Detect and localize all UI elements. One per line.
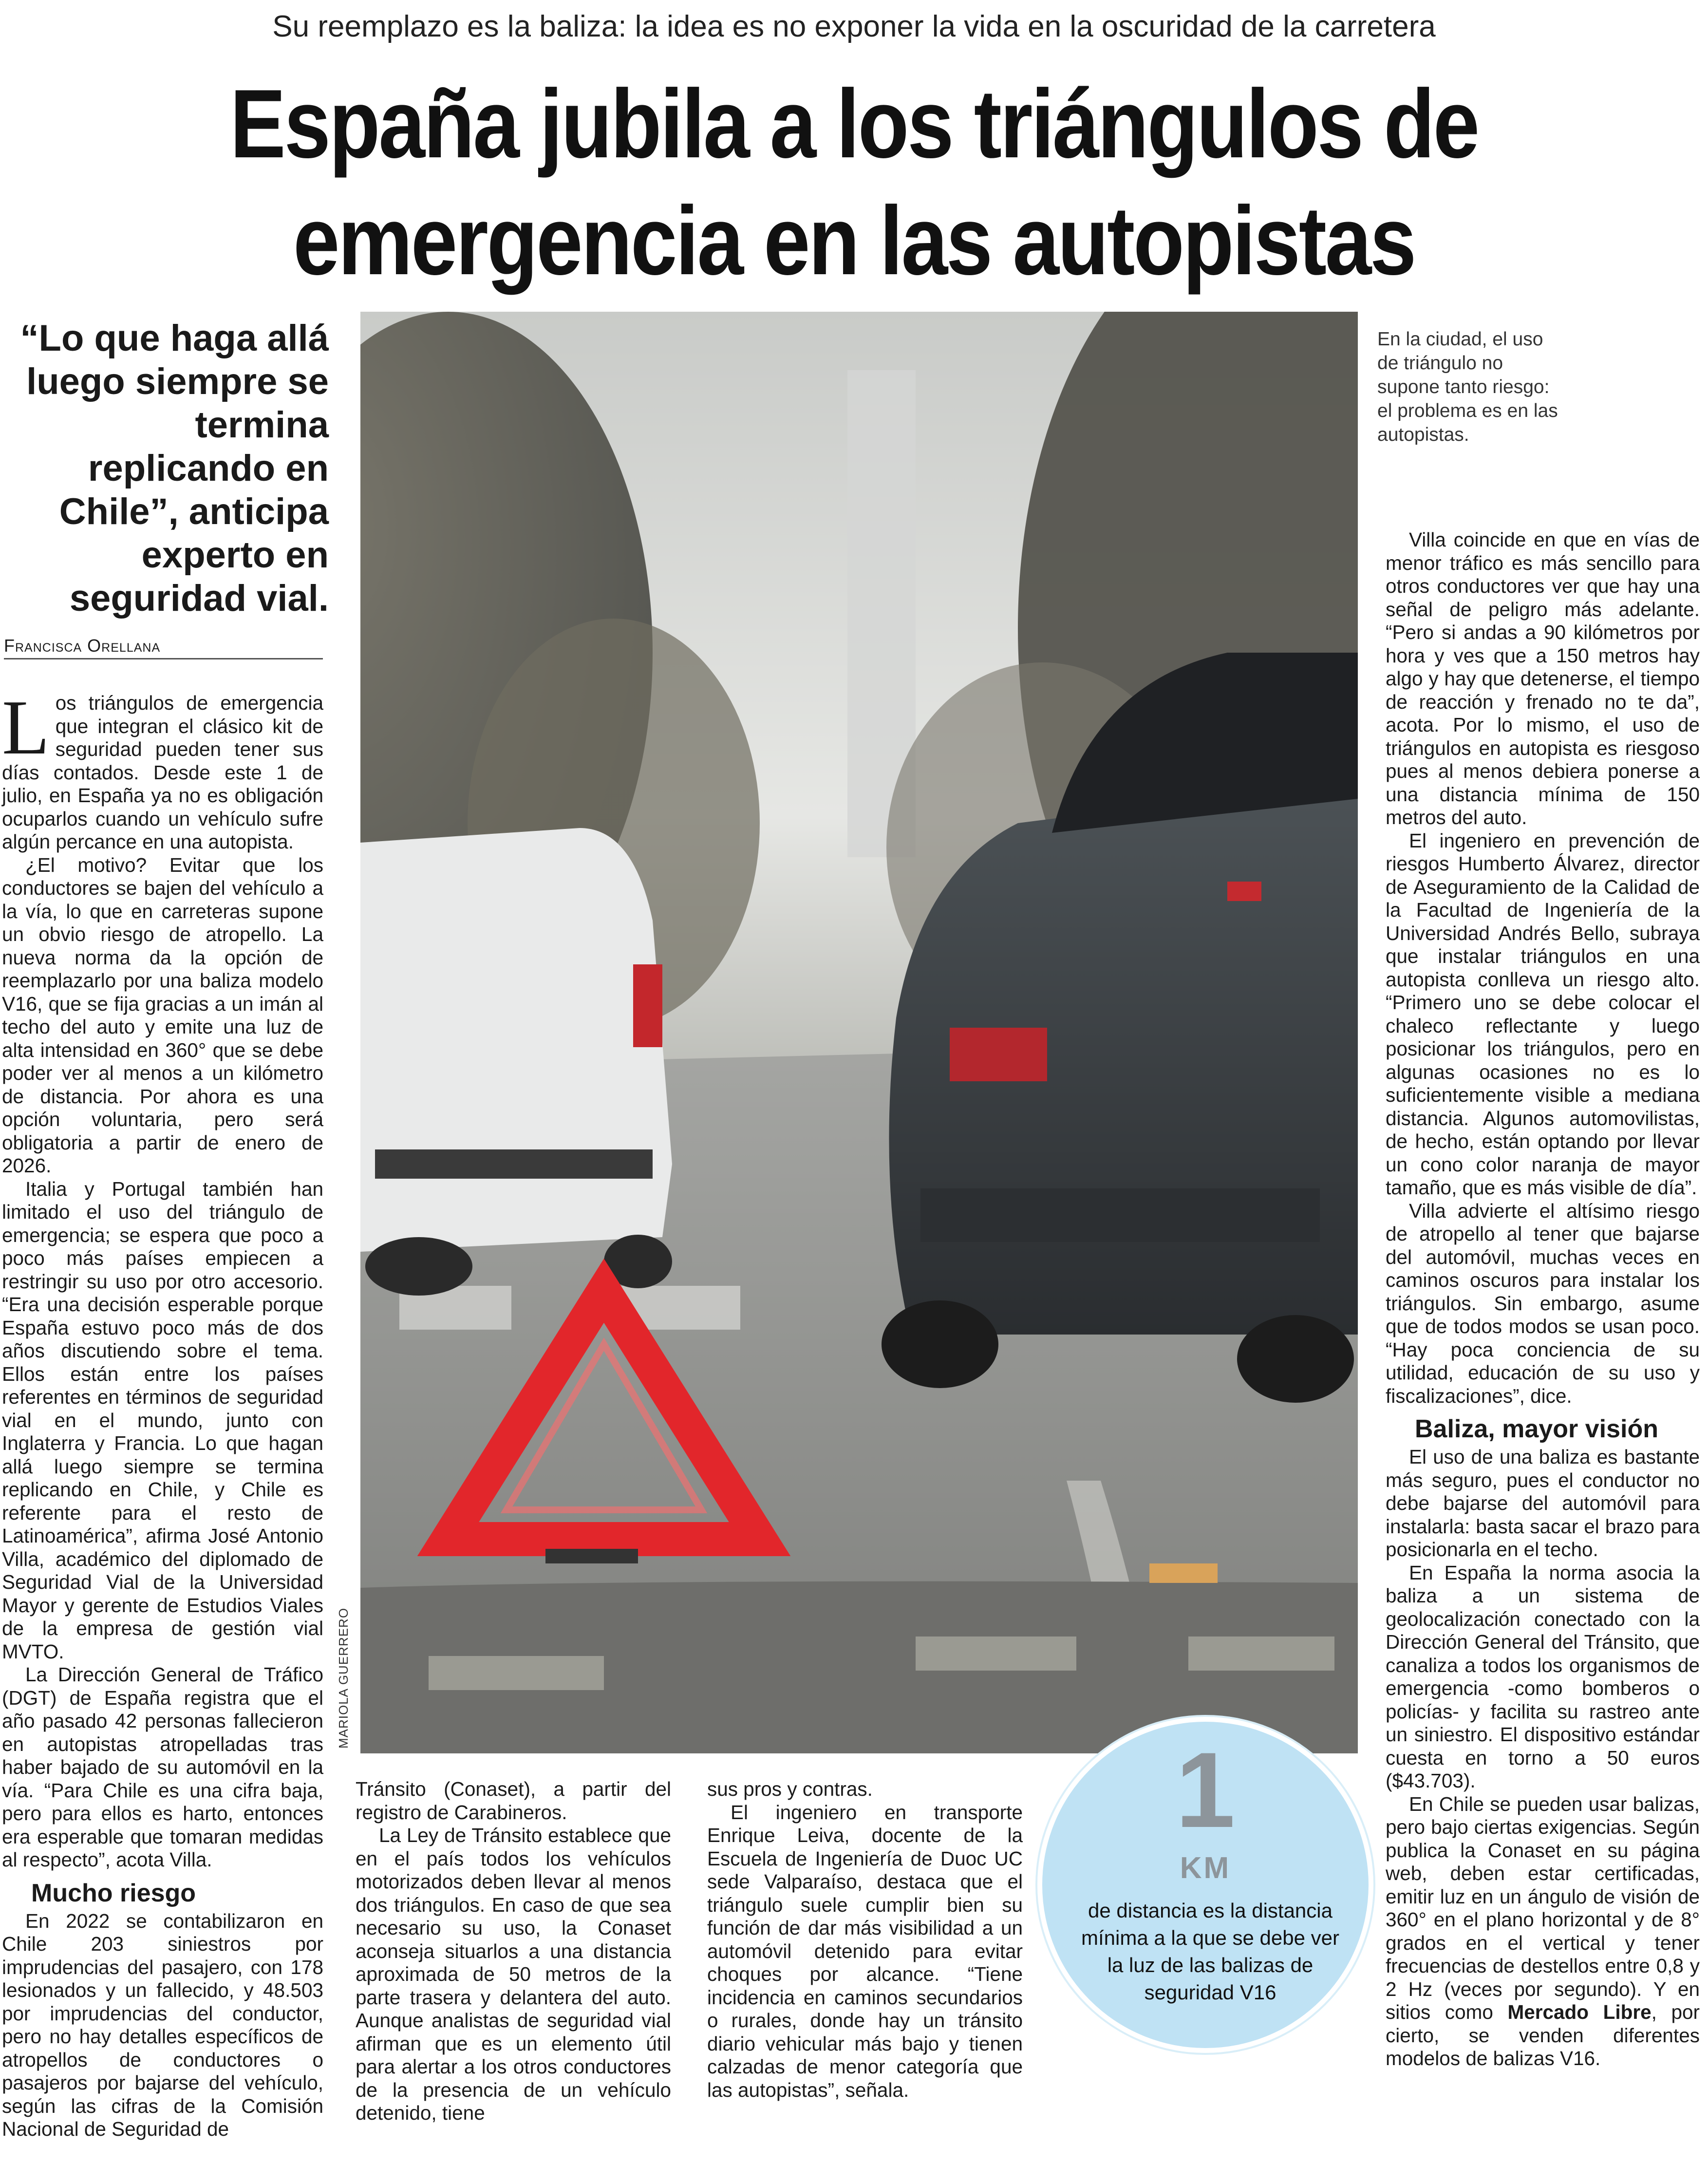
paragraph: En 2022 se contabilizaron en Chile 203 siniestros por imprudencias del pasajero, con 178 lesionados y un fallecido, y 48.503 por imprudencias del conductor, pero no hay detalles específicos de atropellos de conductores o pasajeros por bajarse del vehículo, según las cifras de la Comisión Nacional de Seguridad de: [2, 1909, 323, 2140]
article-headline: [119, 66, 1588, 300]
fact-text: de distancia es la distancia mínima a la que se debe ver la luz de las balizas de seguridad V16: [1081, 1899, 1339, 2004]
photo-caption: En la ciudad, el uso de triángulo no supone tanto riesgo: el problema es en las autopistas.: [1377, 329, 1558, 445]
paragraph: El uso de una baliza es bastante más seguro, pues el conductor no debe bajarse del automóvil para instalarla: basta sacar el brazo para posicionarla en el techo.: [1386, 1446, 1700, 1561]
article-photo: [360, 312, 1358, 1753]
fact-number: 1: [1175, 1730, 1236, 1850]
paragraph: Tránsito (Conaset), a partir del registro de Carabineros.: [356, 1778, 671, 1824]
article-column-2: [356, 1778, 671, 2125]
paragraph: Villa coincide en que en vías de menor tráfico es más sencillo para otros conductores ver que hay una señal de peligro más adelante. “Pero si andas a 90 kilómetros por hora y ves que a 150 metros hay algo y hay que detenerse, el tiempo de reacción y frenado no te da”, acota. Por lo mismo, el uso de triángulos en autopista es riesgoso pues al menos debiera ponerse a una distancia mínima de 150 metros del auto.: [1386, 528, 1700, 828]
paragraph: El ingeniero en prevención de riesgos Humberto Álvarez, director de Aseguramiento de la Calidad de la Facultad de Ingeniería de la Universidad Andrés Bello, subraya que instalar triángulos en una autopista conlleva un riesgo alto. “Primero uno se debe colocar el chaleco reflectante y luego posicionar los triángulos, pero en algunas ocasiones no es lo suficientemente visible a mediana distancia. Algunos automovilistas, de hecho, están optando por llevar un cono color naranja de mayor tamaño, que es más visible de día”.: [1386, 829, 1700, 1199]
road-scene-image: [360, 312, 1358, 1753]
bold-mercado-libre: Mercado Libre: [1507, 2001, 1652, 2023]
paragraph: Villa advierte el altísimo riesgo de atropello al tener que bajarse del automóvil, muchas veces en caminos oscuros para instalar los triángulos. Sin embargo, asume que de todos modos se usan poco. “Hay poca conciencia de su utilidad, educación de su uso y fiscalizaciones”, dice.: [1386, 1199, 1700, 1407]
headline-line-1: España jubila a los triángulos de: [230, 70, 1478, 178]
article-column-1: [2, 684, 323, 2141]
fact-box-circle: [1037, 1717, 1373, 2053]
pull-quote: “Lo que haga allá luego siempre se termina replicando en Chile”, anticipa experto en seguridad vial.: [20, 318, 329, 619]
paragraph: Los triángulos de emergencia que integran el clásico kit de seguridad pueden tener sus días contados. Desde este 1 de julio, en España ya no es obligación ocuparlos cuando un vehículo sufre algún percance en una autopista.: [2, 684, 323, 853]
paragraph: sus pros y contras.: [707, 1778, 873, 1800]
photo-credit: MARIOLA GUERRERO: [336, 1607, 351, 1749]
article-column-4: [1386, 528, 1700, 2070]
article-kicker: Su reemplazo es la baliza: la idea es no exponer la vida en la oscuridad de la carretera: [272, 10, 1436, 43]
byline: Francisca Orellana: [4, 636, 323, 659]
drop-cap: L: [2, 684, 50, 771]
fact-unit: KM: [1180, 1851, 1231, 1885]
paragraph: ¿El motivo? Evitar que los conductores se bajen del vehículo a la vía, lo que en carreteras supone un obvio riesgo de atropello. La nueva norma da la opción de reemplazarlo por una baliza modelo V16, que se fija gracias a un imán al techo del auto y emite una luz de alta intensidad en 360° que se debe poder ver al menos a un kilómetro de distancia. Por ahora es una opción voluntaria, pero será obligatoria a partir de enero de 2026.: [2, 853, 323, 1177]
subheading-mucho-riesgo: Mucho riesgo: [31, 1879, 196, 1907]
paragraph: En Chile se pueden usar balizas, pero bajo ciertas exigencias. Según publica la Conaset en su página web, deben estar certificadas, emitir luz en un ángulo de visión de 360° en el plano horizontal y de 8° grados en el vertical y tener frecuencias de destellos entre 0,8 y 2 Hz (veces por segundo). Y en sitios como Mercado Libre, por cierto, se venden diferentes modelos de balizas V16.: [1386, 1792, 1700, 2069]
paragraph: En España la norma asocia la baliza a un sistema de geolocalización conectado con la Dirección General del Tránsito, que canaliza a todos los organismos de emergencia -como bomberos o policías- y facilita su rastreo ante un siniestro. El dispositivo estándar cuesta en torno a 50 euros ($43.703).: [1386, 1561, 1700, 1792]
subheading-baliza: Baliza, mayor visión: [1415, 1415, 1658, 1443]
paragraph: El ingeniero en transporte Enrique Leiva, docente de la Escuela de Ingeniería de Duoc UC sede Valparaíso, destaca que el triángulo suele cumplir bien su función de dar más visibilidad a un automóvil detenido para evitar choques por alcance. “Tiene incidencia en caminos secundarios o rurales, donde hay un tránsito diario vehicular más bajo y tienen calzadas de menor categoría que las autopistas”, señala.: [707, 1801, 1023, 2101]
paragraph: Italia y Portugal también han limitado el uso del triángulo de emergencia; se espera que poco a poco más países empiecen a restringir su uso por otro accesorio. “Era una decisión esperable porque España estuvo poco más de dos años discutiendo sobre el tema. Ellos están entre los países referentes en términos de seguridad vial en el mundo, junto con Inglaterra y Francia. Lo que hagan allá luego siempre se termina replicando en Chile, y Chile es referente para el resto de Latinoamérica”, afirma José Antonio Villa, académico del diplomado de Seguridad Vial de la Universidad Mayor y gerente de Estudios Viales de la empresa de gestión vial MVTO.: [2, 1177, 323, 1663]
paragraph: La Ley de Tránsito establece que en el país todos los vehículos motorizados deben llevar al menos dos triángulos. En caso de que sea necesario su uso, la Conaset aconseja situarlos a una distancia aproximada de 50 metros de la parte trasera y delantera del auto. Aunque analistas de seguridad vial afirman que es un elemento útil para alertar a los otros conductores de la presencia de un vehículo detenido, tiene: [356, 1824, 671, 2124]
headline-line-2: emergencia en las autopistas: [293, 187, 1415, 295]
paragraph: La Dirección General de Tráfico (DGT) de España registra que el año pasado 42 personas fallecieron en autopistas atropelladas tras haber bajado de su automóvil en la vía. “Para Chile es una cifra baja, pero para ellos es harto, entonces era esperable que tomaran medidas al respecto”, acota Villa.: [2, 1663, 323, 1871]
article-column-3: [707, 1778, 1023, 2102]
